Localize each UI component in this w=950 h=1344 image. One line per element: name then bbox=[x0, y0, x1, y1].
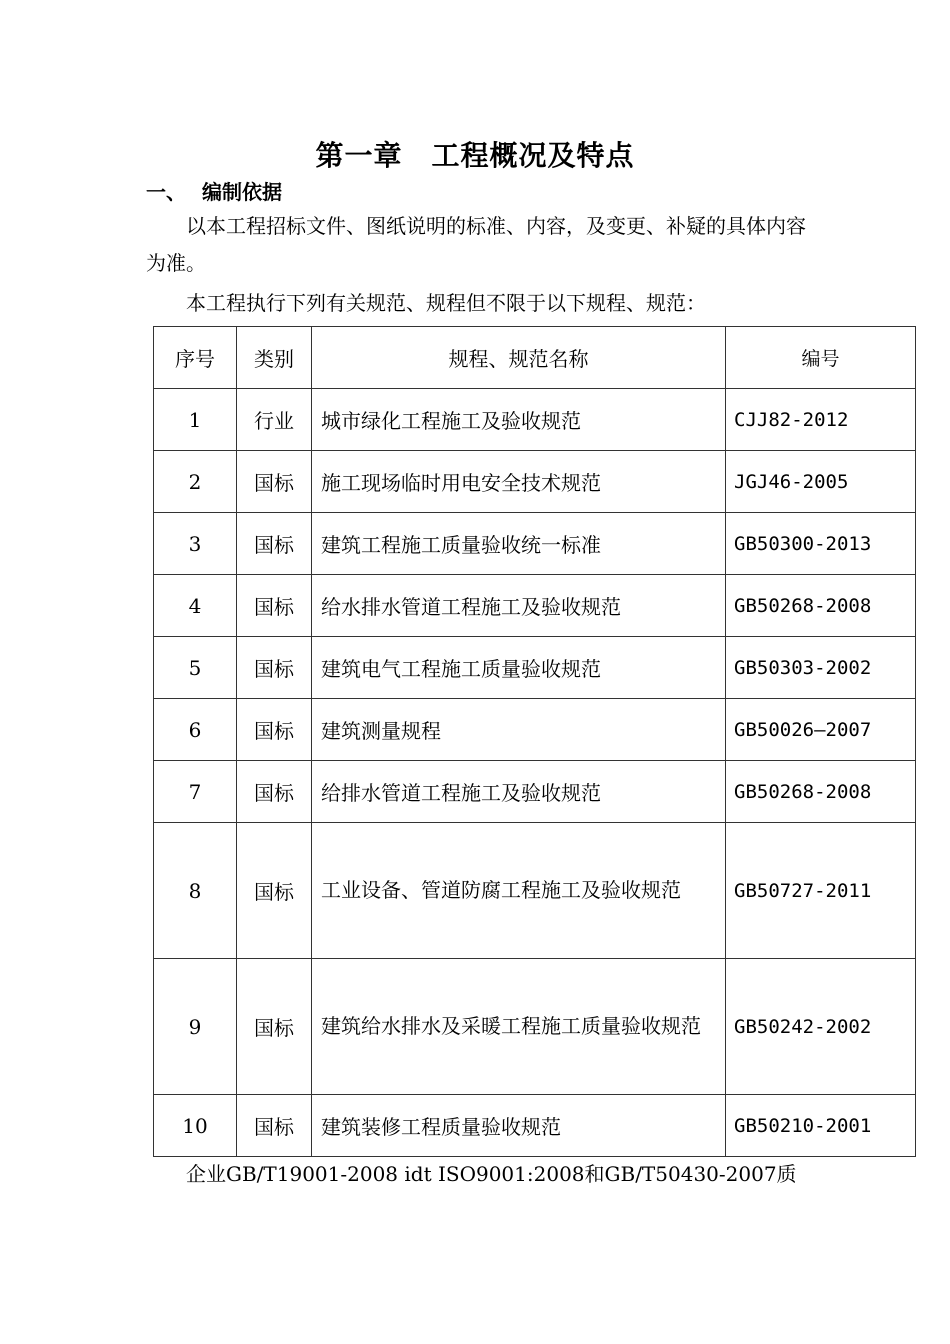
cell-category: 国标 bbox=[237, 823, 312, 959]
cell-name: 施工现场临时用电安全技术规范 bbox=[312, 451, 726, 513]
cell-name: 给排水管道工程施工及验收规范 bbox=[312, 761, 726, 823]
cell-no: 1 bbox=[154, 389, 237, 451]
table-row bbox=[154, 699, 916, 761]
header-code: 编号 bbox=[726, 327, 916, 389]
cell-code: CJJ82-2012 bbox=[726, 389, 916, 451]
cell-code: GB50242-2002 bbox=[726, 959, 916, 1095]
cell-category: 国标 bbox=[237, 637, 312, 699]
cell-no: 6 bbox=[154, 699, 237, 761]
section-heading bbox=[146, 176, 282, 205]
cell-code: GB50268-2008 bbox=[726, 761, 916, 823]
cell-name: 城市绿化工程施工及验收规范 bbox=[312, 389, 726, 451]
header-category: 类别 bbox=[237, 327, 312, 389]
cell-category: 国标 bbox=[237, 959, 312, 1095]
header-name: 规程、规范名称 bbox=[312, 327, 726, 389]
cell-no: 10 bbox=[154, 1095, 237, 1157]
paragraph-quality-system: 企业GB/T19001-2008 idt ISO9001:2008和GB/T50430-2007质 bbox=[186, 1162, 797, 1186]
table-row bbox=[154, 451, 916, 513]
table-row bbox=[154, 637, 916, 699]
cell-category: 行业 bbox=[237, 389, 312, 451]
table-header-row bbox=[154, 327, 916, 389]
cell-category: 国标 bbox=[237, 575, 312, 637]
table-row bbox=[154, 575, 916, 637]
cell-category: 国标 bbox=[237, 761, 312, 823]
cell-no: 8 bbox=[154, 823, 237, 959]
cell-name: 建筑装修工程质量验收规范 bbox=[312, 1095, 726, 1157]
cell-no: 4 bbox=[154, 575, 237, 637]
header-no: 序号 bbox=[154, 327, 237, 389]
paragraph-standards-intro: 本工程执行下列有关规范、规程但不限于以下规程、规范： bbox=[186, 291, 706, 315]
cell-name: 建筑工程施工质量验收统一标准 bbox=[312, 513, 726, 575]
table-row bbox=[154, 959, 916, 1095]
cell-no: 2 bbox=[154, 451, 237, 513]
cell-name: 建筑测量规程 bbox=[312, 699, 726, 761]
standards-table bbox=[153, 326, 916, 1157]
cell-name: 工业设备、管道防腐工程施工及验收规范 bbox=[312, 823, 726, 959]
cell-code: GB50303-2002 bbox=[726, 637, 916, 699]
cell-name: 建筑给水排水及采暖工程施工质量验收规范 bbox=[312, 959, 726, 1095]
table-row bbox=[154, 389, 916, 451]
section-heading-text: 编制依据 bbox=[202, 180, 282, 204]
cell-code: GB50026—2007 bbox=[726, 699, 916, 761]
cell-name: 建筑电气工程施工质量验收规范 bbox=[312, 637, 726, 699]
section-number: 一、 bbox=[146, 180, 186, 204]
cell-no: 3 bbox=[154, 513, 237, 575]
cell-category: 国标 bbox=[237, 513, 312, 575]
paragraph-basis: 以本工程招标文件、图纸说明的标准、内容，及变更、补疑的具体内容为准。 bbox=[146, 214, 806, 275]
cell-category: 国标 bbox=[237, 1095, 312, 1157]
table-row bbox=[154, 823, 916, 959]
cell-category: 国标 bbox=[237, 451, 312, 513]
cell-category: 国标 bbox=[237, 699, 312, 761]
cell-code: JGJ46-2005 bbox=[726, 451, 916, 513]
cell-code: GB50210-2001 bbox=[726, 1095, 916, 1157]
table-row bbox=[154, 1095, 916, 1157]
cell-no: 9 bbox=[154, 959, 237, 1095]
cell-name: 给水排水管道工程施工及验收规范 bbox=[312, 575, 726, 637]
cell-no: 5 bbox=[154, 637, 237, 699]
table-row bbox=[154, 761, 916, 823]
table-row bbox=[154, 513, 916, 575]
page-title: 第一章 工程概况及特点 bbox=[315, 139, 635, 172]
cell-code: GB50300-2013 bbox=[726, 513, 916, 575]
cell-no: 7 bbox=[154, 761, 237, 823]
cell-code: GB50727-2011 bbox=[726, 823, 916, 959]
cell-code: GB50268-2008 bbox=[726, 575, 916, 637]
